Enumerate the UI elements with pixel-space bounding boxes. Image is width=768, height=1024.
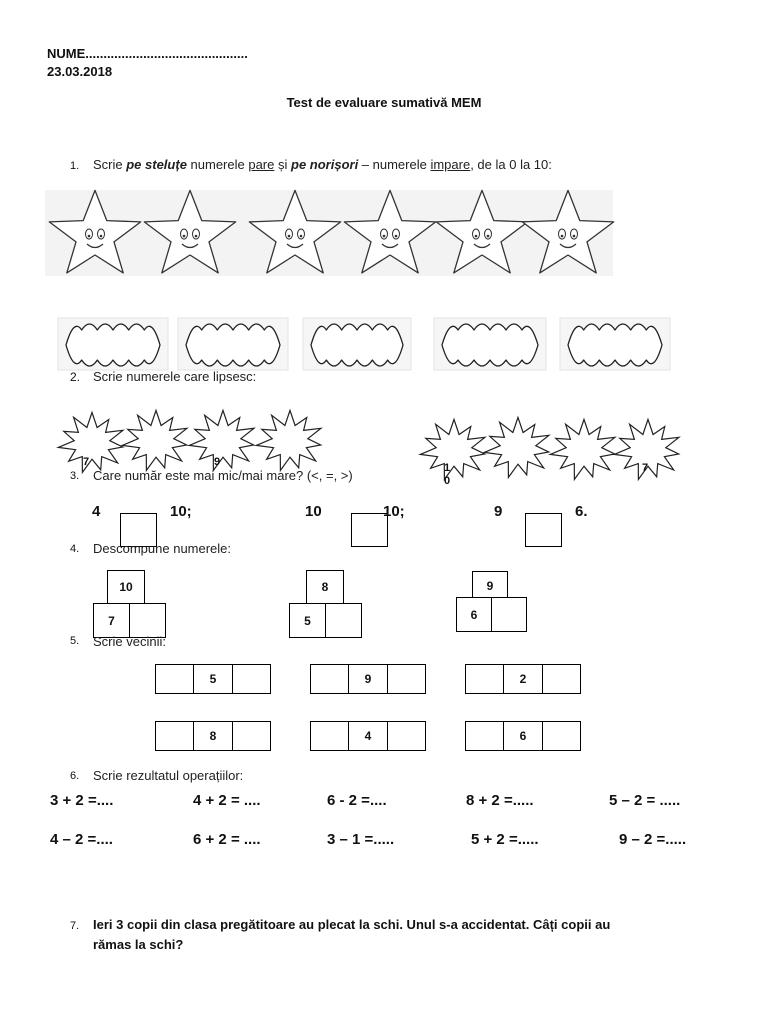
- q4-item2-part-right[interactable]: [325, 603, 362, 638]
- q3-item2-right: 10;: [383, 503, 405, 520]
- exercise: 4 + 2 = ....: [193, 792, 261, 809]
- q4-item3-part-left: 6: [456, 597, 492, 632]
- spiky-star-icon[interactable]: [420, 419, 485, 479]
- neighbor-center: 2: [503, 664, 543, 694]
- q6-instruction: Scrie rezultatul operațiilor:: [93, 768, 244, 783]
- q3-item1-left: 4: [92, 503, 101, 520]
- exercise: 8 + 2 =.....: [466, 792, 534, 809]
- neighbor-before-box[interactable]: [155, 664, 194, 694]
- exercise: 5 + 2 =.....: [471, 831, 539, 848]
- q4-item3-whole: 9: [472, 571, 508, 601]
- neighbor-before-box[interactable]: [465, 721, 504, 751]
- q3-item2-left: 10: [305, 503, 322, 520]
- q5-number: 5.: [70, 635, 80, 647]
- neighbor-before-box[interactable]: [155, 721, 194, 751]
- neighbor-before-box[interactable]: [310, 721, 349, 751]
- q5-instruction: Scrie vecinii:: [93, 634, 166, 649]
- exercise: 6 + 2 = ....: [193, 831, 261, 848]
- q4-item2-part-left: 5: [289, 603, 326, 638]
- neighbor-after-box[interactable]: [387, 721, 426, 751]
- neighbor-center: 6: [503, 721, 543, 751]
- neighbor-after-box[interactable]: [232, 664, 271, 694]
- burst-label-3: 1 0: [444, 462, 451, 487]
- test-date: 23.03.2018: [47, 64, 113, 79]
- q7-number: 7.: [70, 920, 80, 932]
- exercise: 5 – 2 = .....: [609, 792, 681, 809]
- q4-item1-part-left: 7: [93, 603, 130, 638]
- q3-item3-left: 9: [494, 503, 503, 520]
- neighbor-after-box[interactable]: [542, 721, 581, 751]
- q4-item1-part-right[interactable]: [129, 603, 166, 638]
- q4-instruction: Descompune numerele:: [93, 541, 232, 556]
- q7-problem-line2: rămas la schi?: [93, 937, 184, 952]
- q3-number: 3.: [70, 470, 80, 482]
- q4-item2-whole: 8: [306, 570, 344, 604]
- neighbor-center: 4: [348, 721, 388, 751]
- q3-item3-answer-box[interactable]: [525, 513, 562, 547]
- exercise: 6 - 2 =....: [327, 792, 387, 809]
- q6-number: 6.: [70, 770, 80, 782]
- neighbor-after-box[interactable]: [542, 664, 581, 694]
- burst-label-2: 9: [214, 456, 221, 468]
- spiky-star-icon[interactable]: [58, 412, 123, 472]
- neighbor-after-box[interactable]: [232, 721, 271, 751]
- q4-number: 4.: [70, 543, 80, 555]
- neighbor-after-box[interactable]: [387, 664, 426, 694]
- neighbor-center: 9: [348, 664, 388, 694]
- neighbor-center: 5: [193, 664, 233, 694]
- neighbor-center: 8: [193, 721, 233, 751]
- q3-instruction: Care număr este mai mic/mai mare? (<, =, >): [93, 468, 353, 483]
- q7-problem-line1: Ieri 3 copii din clasa pregătitoare au plecat la schi. Unul s-a accidentat. Câți copii au: [93, 917, 611, 932]
- q2-number: 2.: [70, 370, 81, 384]
- page-title: Test de evaluare sumativă MEM: [286, 95, 482, 110]
- exercise: 4 – 2 =....: [50, 831, 113, 848]
- neighbor-before-box[interactable]: [310, 664, 349, 694]
- spiky-star-icon[interactable]: [256, 410, 321, 470]
- burst-label-4: 7: [642, 462, 649, 474]
- spiky-star-icon[interactable]: [189, 410, 254, 470]
- exercise: 9 – 2 =.....: [619, 831, 687, 848]
- q1-number: 1.: [70, 160, 80, 172]
- q1-instruction: Scrie pe steluțe numerele pare și pe norișori – numerele impare, de la 0 la 10:: [93, 157, 552, 172]
- q4-item1-whole: 10: [107, 570, 145, 604]
- neighbor-before-box[interactable]: [465, 664, 504, 694]
- q3-item1-right: 10;: [170, 503, 192, 520]
- exercise: 3 – 1 =.....: [327, 831, 395, 848]
- name-line[interactable]: NUME.............................................: [47, 46, 248, 61]
- q2-instruction: Scrie numerele care lipsesc:: [93, 369, 257, 384]
- exercise: 3 + 2 =....: [50, 792, 114, 809]
- spiky-star-icon[interactable]: [550, 419, 615, 479]
- spiky-star-icon[interactable]: [484, 417, 549, 477]
- q3-item3-right: 6.: [575, 503, 588, 520]
- spiky-star-icon[interactable]: [122, 410, 187, 470]
- q4-item3-part-right[interactable]: [491, 597, 527, 632]
- burst-label-1: 7: [83, 456, 90, 468]
